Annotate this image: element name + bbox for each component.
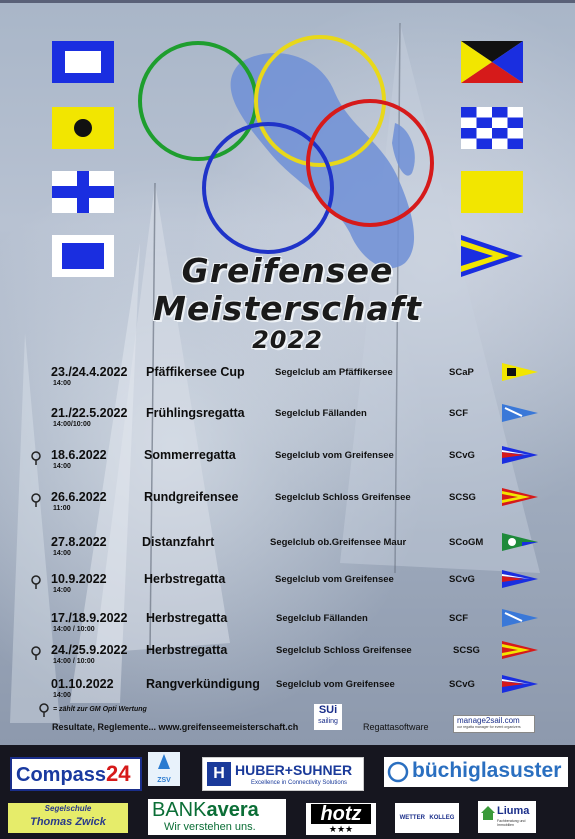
buechi-text: büchi [412, 759, 468, 782]
gm-opti-marker-icon [30, 493, 42, 507]
gm-opti-marker-icon [30, 575, 42, 589]
huber-suhner-logo [202, 757, 364, 791]
regatta-event: Herbstregatta [146, 643, 228, 657]
bank-avera-tagline: Wir verstehen uns. [164, 821, 256, 833]
regatta-time: 14:00 [53, 380, 71, 387]
regatta-club: Segelclub vom Greifensee [275, 574, 394, 585]
regatta-row [0, 490, 575, 530]
regatta-club: Segelclub Fällanden [276, 613, 368, 624]
manage2sail-text: manage2sail.com [457, 716, 520, 725]
regatta-event: Pfäffikersee Cup [146, 365, 245, 379]
regatta-time: 14:00 [53, 463, 71, 470]
regatta-row [0, 406, 575, 446]
regatta-time: 14:00 / 10:00 [53, 626, 95, 633]
flag-x-icon [52, 171, 114, 213]
zwick-line-1: Segelschule [44, 804, 92, 813]
flag-i-icon [52, 107, 114, 149]
huber-suhner-text: HUBER+SUHNER [235, 762, 353, 778]
regatta-club-abbr: SCSG [449, 492, 476, 503]
sponsor-bar [0, 745, 575, 839]
flag-q-icon [461, 171, 523, 213]
flag-p-icon [52, 41, 114, 83]
zsv-text: ZSV [157, 777, 171, 784]
sui-sailing-logo [314, 704, 342, 730]
compass24-text: Compass [16, 764, 107, 786]
title-line-2: Meisterschaft [153, 289, 422, 328]
buechiglas-uster-logo [384, 757, 568, 787]
regatta-club: Segelclub ob.Greifensee Maur [270, 537, 407, 548]
buechi-emblem-icon [387, 761, 409, 783]
segelschule-zwick-logo [8, 803, 128, 833]
sui-logo-text: SUi [318, 704, 338, 716]
results-link[interactable]: Resultate, Reglemente... www.greifenseemeisterschaft.ch [52, 722, 299, 732]
regatta-club: Segelclub Fällanden [275, 408, 367, 419]
burgee-scap-icon [502, 361, 538, 383]
burgee-scvg-icon [502, 444, 538, 466]
regatta-club: Segelclub vom Greifensee [275, 450, 394, 461]
regatta-row [0, 365, 575, 405]
regatta-event: Herbstregatta [146, 611, 228, 625]
burgee-scf-icon [502, 402, 538, 424]
regatta-date: 21./22.5.2022 [51, 406, 128, 420]
sail-icon [154, 752, 174, 772]
gm-opti-marker-icon [38, 703, 50, 717]
regatta-event: Sommerregatta [144, 448, 236, 462]
regatta-club: Segelclub Schloss Greifensee [275, 492, 411, 503]
regatta-event: Distanzfahrt [142, 535, 215, 549]
title-line-1: Greifensee [181, 251, 394, 290]
manage2sail-sub: our regatta manager for event organizers [457, 725, 521, 729]
burgee-scvg-icon [502, 673, 538, 695]
burgee-scvg-icon [502, 568, 538, 590]
manage2sail-logo[interactable] [453, 715, 535, 733]
huber-suhner-tagline: Excellence in Connectivity Solutions [251, 780, 348, 786]
regattasoftware-label: Regattasoftware [363, 722, 429, 732]
regatta-row [0, 572, 575, 612]
regatta-club-abbr: SCoGM [449, 537, 484, 548]
wetter-text: WETTER [399, 815, 425, 821]
regatta-club: Segelclub vom Greifensee [276, 679, 395, 690]
bank-text: BANK [152, 799, 207, 821]
compass24-number: 24 [106, 761, 131, 786]
regatta-date: 26.6.2022 [51, 490, 107, 504]
regatta-club: Segelclub am Pfäffikersee [275, 367, 393, 378]
regatta-date: 01.10.2022 [51, 677, 114, 691]
burgee-scsg-icon [502, 639, 538, 661]
regatta-date: 10.9.2022 [51, 572, 107, 586]
regatta-event: Rundgreifensee [144, 490, 239, 504]
regatta-club-abbr: SCvG [449, 574, 475, 585]
flag-n-icon [461, 107, 523, 149]
wetter-kolleg-logo [395, 803, 459, 833]
regatta-time: 14:00 [53, 587, 71, 594]
compass24-logo [10, 757, 142, 791]
hotz-stars: ★★★ [328, 824, 354, 834]
regatta-time: 14:00/10:00 [53, 421, 91, 428]
hotz-text: hotz [311, 804, 371, 824]
regatta-date: 27.8.2022 [51, 535, 107, 549]
regatta-date: 24./25.9.2022 [51, 643, 128, 657]
regatta-row [0, 535, 575, 575]
hotz-logo [306, 803, 376, 835]
house-icon [480, 805, 496, 821]
regatta-club-abbr: SCvG [449, 450, 475, 461]
regatta-club-abbr: SCSG [453, 645, 480, 656]
hs-badge-icon: H [207, 762, 231, 786]
avera-text: avera [206, 799, 259, 821]
regatta-club-abbr: SCaP [449, 367, 474, 378]
glas-text: glas [468, 759, 511, 782]
title-year: 2022 [252, 326, 323, 354]
kolleg-text: KOLLEG [429, 815, 455, 821]
zwick-line-2: Thomas Zwick [30, 816, 106, 828]
liuma-text: Liuma [497, 805, 530, 817]
sui-logo-sub: sailing [318, 718, 338, 725]
regatta-date: 23./24.4.2022 [51, 365, 128, 379]
regatta-time: 14:00 [53, 550, 71, 557]
regatta-event: Frühlingsregatta [146, 406, 245, 420]
burgee-scogm-icon [502, 531, 538, 553]
lake-rings-logo [120, 33, 450, 283]
regatta-event: Rangverkündigung [146, 677, 260, 691]
regatta-club-abbr: SCF [449, 613, 468, 624]
liuma-tagline: Fachberatung und Immobilien [497, 819, 526, 827]
regatta-date: 18.6.2022 [51, 448, 107, 462]
liuma-logo [478, 801, 536, 833]
gm-opti-marker-icon [30, 451, 42, 465]
regatta-date: 17./18.9.2022 [51, 611, 128, 625]
regatta-event: Herbstregatta [144, 572, 226, 586]
flag-z-icon [461, 41, 523, 83]
regatta-club-abbr: SCvG [449, 679, 475, 690]
regatta-time: 14:00 / 10:00 [53, 658, 95, 665]
gm-opti-marker-icon [30, 646, 42, 660]
uster-text: uster [510, 759, 562, 782]
burgee-scf-icon [502, 607, 538, 629]
bank-avera-logo [148, 799, 286, 835]
regatta-club: Segelclub Schloss Greifensee [276, 645, 412, 656]
regatta-time: 11:00 [53, 505, 71, 512]
regatta-club-abbr: SCF [449, 408, 468, 419]
footnote: = zählt zur GM Opti Wertung [53, 706, 147, 713]
zsv-logo [148, 752, 180, 786]
burgee-scsg-icon [502, 486, 538, 508]
regatta-row [0, 448, 575, 488]
regatta-time: 14:00 [53, 692, 71, 699]
